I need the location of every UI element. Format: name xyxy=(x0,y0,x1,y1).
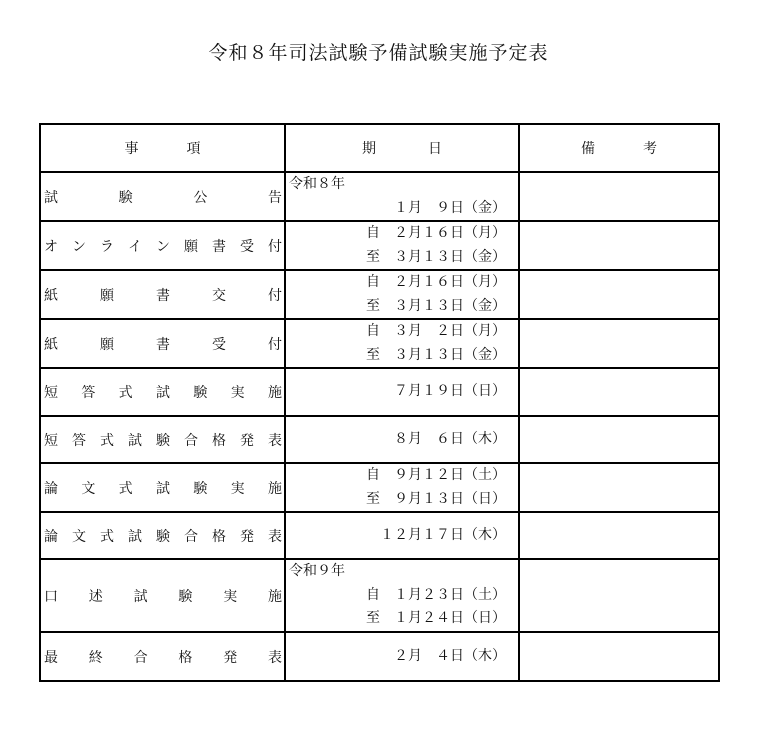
item-cell xyxy=(40,270,285,319)
item-char: 実 xyxy=(230,480,245,497)
item-char: 文 xyxy=(72,528,86,545)
item-cell xyxy=(40,319,285,368)
item-char: ン xyxy=(156,238,170,255)
note-cell xyxy=(519,463,719,512)
item-char: 験 xyxy=(118,189,133,206)
table-row xyxy=(40,632,719,681)
date-line: 自 ９月１２日（土） xyxy=(366,467,506,483)
item-char: ラ xyxy=(100,238,114,255)
date-line: 至 ３月１３日（金） xyxy=(366,297,506,314)
item-char: 短 xyxy=(44,432,58,449)
date-line: １２月１７日（木） xyxy=(380,526,506,543)
header-item-char: 項 xyxy=(186,141,201,157)
header-item-char: 事 xyxy=(124,141,139,157)
item-char: オ xyxy=(44,238,58,255)
item-char: 式 xyxy=(118,480,133,497)
item-char: 答 xyxy=(81,385,96,401)
item-char: 表 xyxy=(267,649,282,666)
item-char: 実 xyxy=(223,588,238,605)
header-note-char: 考 xyxy=(643,141,657,157)
item-char: 書 xyxy=(212,238,226,255)
item-cell xyxy=(40,463,285,512)
item-char: 験 xyxy=(156,528,170,545)
item-cell xyxy=(40,368,285,416)
table-row xyxy=(40,416,719,463)
note-cell xyxy=(519,221,719,270)
header-date-char: 期 xyxy=(362,141,376,157)
header-date-char: 日 xyxy=(428,141,442,157)
item-label xyxy=(41,526,284,546)
item-cell xyxy=(40,221,285,270)
item-char: 験 xyxy=(156,432,170,449)
date-cell xyxy=(285,512,519,559)
item-char: 合 xyxy=(133,649,148,666)
item-char: 願 xyxy=(100,336,114,353)
item-char: 式 xyxy=(100,528,114,545)
item-char: 施 xyxy=(267,480,282,497)
item-char: 験 xyxy=(193,385,208,401)
date-line: １月 ９日（金） xyxy=(394,199,506,216)
item-char: 表 xyxy=(268,432,282,449)
item-char: 願 xyxy=(100,287,114,304)
item-label xyxy=(41,586,284,606)
date-cell xyxy=(285,368,519,416)
item-char: 付 xyxy=(268,336,282,353)
table-row xyxy=(40,270,719,319)
date-cell xyxy=(285,416,519,463)
item-char: 公 xyxy=(193,189,208,206)
item-cell xyxy=(40,632,285,681)
item-char: 格 xyxy=(178,649,193,666)
date-cell xyxy=(285,463,519,512)
date-cell xyxy=(285,172,519,221)
item-char: 口 xyxy=(44,588,58,605)
date-cell xyxy=(285,221,519,270)
item-char: 験 xyxy=(178,588,193,605)
date-line: ８月 ６日（木） xyxy=(394,430,506,447)
table-row xyxy=(40,368,719,416)
era-year: 令和８年 xyxy=(289,176,345,192)
item-char: 験 xyxy=(193,480,208,497)
item-char: 交 xyxy=(212,287,226,304)
item-label xyxy=(41,285,284,305)
date-line: 至 ３月１３日（金） xyxy=(366,346,506,363)
item-char: 願 xyxy=(184,238,198,255)
table-row xyxy=(40,559,719,632)
item-char: 紙 xyxy=(44,287,58,304)
date-cell xyxy=(285,632,519,681)
date-line: 至 １月２４日（日） xyxy=(366,610,506,627)
date-line: 至 ９月１３日（日） xyxy=(366,490,506,507)
item-char: 試 xyxy=(128,528,142,545)
item-char: 最 xyxy=(44,649,58,666)
item-char: 終 xyxy=(88,649,103,666)
item-cell xyxy=(40,512,285,559)
date-line: 自 ２月１６日（月） xyxy=(366,225,506,241)
note-cell xyxy=(519,632,719,681)
table-row xyxy=(40,512,719,559)
item-char: 短 xyxy=(44,385,58,401)
note-cell xyxy=(519,512,719,559)
item-char: 試 xyxy=(44,189,58,206)
item-char: 文 xyxy=(81,480,96,497)
item-char: 実 xyxy=(230,385,245,401)
item-char: 書 xyxy=(156,336,170,353)
date-line: 自 ３月 ２日（月） xyxy=(366,323,506,339)
header-note xyxy=(519,124,719,172)
item-char: 施 xyxy=(267,588,282,605)
table-row xyxy=(40,221,719,270)
table-header-row xyxy=(40,124,719,172)
header-note-char: 備 xyxy=(581,141,595,157)
header-date xyxy=(285,124,519,172)
note-cell xyxy=(519,559,719,632)
item-char: 試 xyxy=(155,385,170,401)
item-char: 表 xyxy=(268,528,282,545)
note-cell xyxy=(519,270,719,319)
item-char: 合 xyxy=(184,432,198,449)
note-cell xyxy=(519,368,719,416)
note-cell xyxy=(519,319,719,368)
item-char: 紙 xyxy=(44,336,58,353)
item-char: 受 xyxy=(240,238,254,255)
page-title: 令和８年司法試験予備試験実施予定表 xyxy=(208,42,549,64)
item-char: 発 xyxy=(240,528,254,545)
item-char: 式 xyxy=(100,432,114,449)
date-line: ７月１９日（日） xyxy=(394,383,506,400)
item-label xyxy=(41,382,284,402)
date-line: ２月 ４日（木） xyxy=(394,647,506,664)
item-char: 発 xyxy=(240,432,254,449)
date-cell xyxy=(285,270,519,319)
item-char: 試 xyxy=(128,432,142,449)
item-char: 答 xyxy=(72,432,86,449)
item-char: 試 xyxy=(155,480,170,497)
header-item xyxy=(40,124,285,172)
date-cell xyxy=(285,559,519,632)
date-cell xyxy=(285,319,519,368)
item-char: イ xyxy=(128,238,142,255)
item-label xyxy=(41,236,284,256)
item-label xyxy=(41,187,284,207)
item-cell xyxy=(40,559,285,632)
date-line: 至 ３月１３日（金） xyxy=(366,248,506,265)
item-char: 格 xyxy=(212,432,226,449)
item-char: 付 xyxy=(268,238,282,255)
schedule-table xyxy=(39,123,720,682)
item-char: ン xyxy=(72,238,86,255)
item-label xyxy=(41,647,284,667)
item-char: 施 xyxy=(267,385,282,401)
table-row xyxy=(40,172,719,221)
item-label xyxy=(41,478,284,498)
date-line: 自 ２月１６日（月） xyxy=(366,274,506,290)
table-row xyxy=(40,319,719,368)
item-char: 付 xyxy=(268,287,282,304)
item-char: 格 xyxy=(212,528,226,545)
item-cell xyxy=(40,172,285,221)
note-cell xyxy=(519,172,719,221)
item-label xyxy=(41,334,284,354)
item-char: 試 xyxy=(133,588,148,605)
item-char: 論 xyxy=(44,480,58,497)
item-label xyxy=(41,430,284,450)
note-cell xyxy=(519,416,719,463)
item-char: 式 xyxy=(118,385,133,401)
item-char: 書 xyxy=(156,287,170,304)
item-char: 論 xyxy=(44,528,58,545)
item-char: 合 xyxy=(184,528,198,545)
table-row xyxy=(40,463,719,512)
item-char: 述 xyxy=(88,588,103,605)
date-line: 自 １月２３日（土） xyxy=(366,586,506,603)
item-char: 受 xyxy=(212,336,226,353)
item-cell xyxy=(40,416,285,463)
item-char: 発 xyxy=(223,649,238,666)
item-char: 告 xyxy=(267,189,282,206)
era-year: 令和９年 xyxy=(289,563,345,580)
